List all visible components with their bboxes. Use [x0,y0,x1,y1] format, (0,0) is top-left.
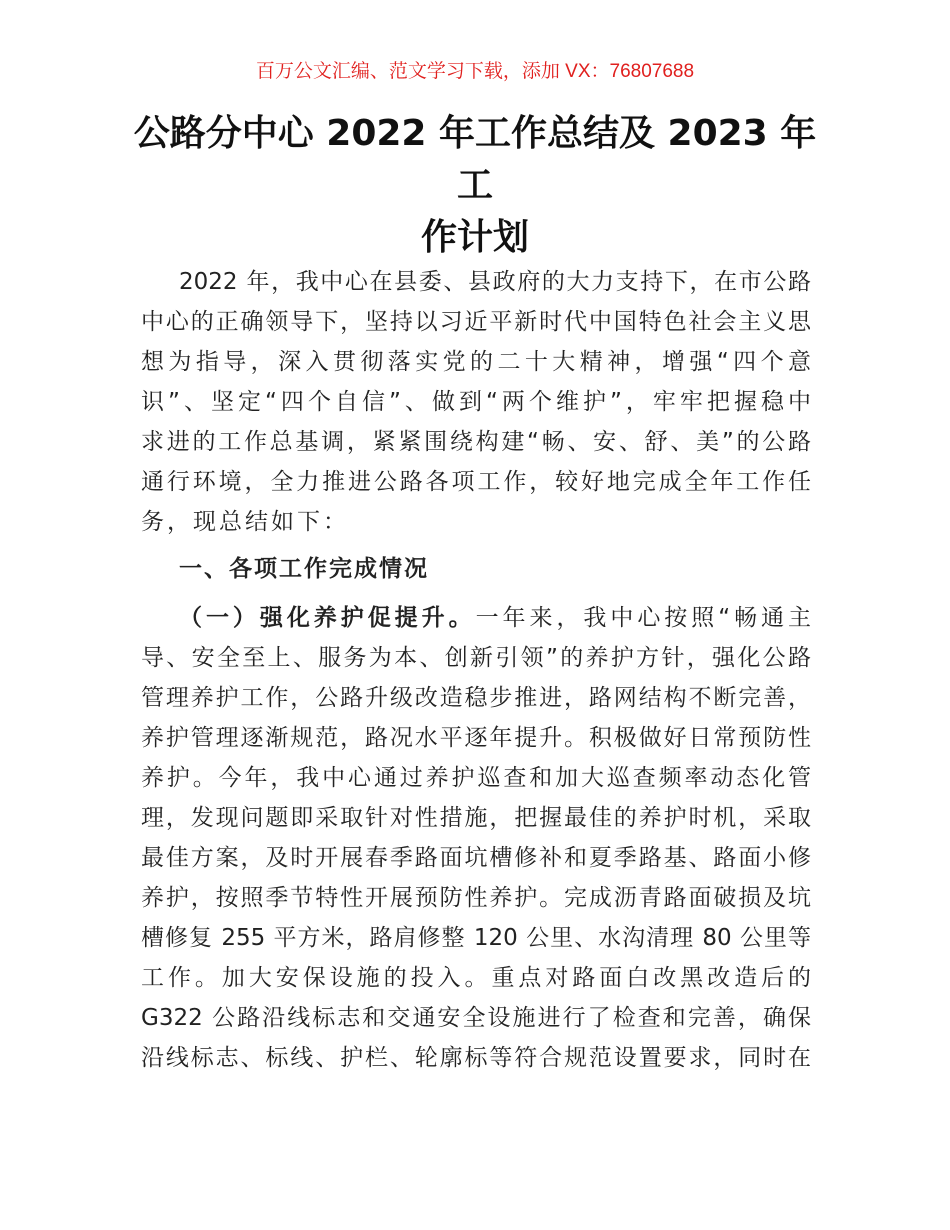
document-body [141,262,811,1078]
text-line: 想为指导，深入贯彻落实党的二十大精神，增强“四个意 [141,349,811,375]
text-line: 务，现总结如下： [141,509,349,535]
text-line: 养护管理逐渐规范，路况水平逐年提升。积极做好日常预防性 [141,725,811,751]
text-line: 2022 年，我中心在县委、县政府的大力支持下，在市公路 [179,269,811,295]
text-line: 养护，按照季节特性开展预防性养护。完成沥青路面破损及坑 [141,885,811,911]
paragraph-intro [141,262,811,542]
title-line-1: 公路分中心 2022 年工作总结及 2023 年工 [133,113,817,206]
text-line: 求进的工作总基调，紧紧围绕构建“畅、安、舒、美”的公路 [141,429,811,455]
text-line: 识”、坚定“四个自信”、做到“两个维护”，牢牢把握稳中 [141,389,811,415]
text-line: 通行环境，全力推进公路各项工作，较好地完成全年工作任 [141,469,811,495]
text-line: 导、安全至上、服务为本、创新引领”的养护方针，强化公路 [141,645,811,671]
paragraph-maintenance [141,598,811,1078]
text-line: 槽修复 255 平方米，路肩修整 120 公里、水沟清理 80 公里等 [141,925,811,951]
header-note: 百万公文汇编、范文学习下载，添加 VX：76807688 [255,61,695,82]
section-heading: 一、各项工作完成情况 [179,556,429,582]
text-span: 一年来，我中心按照“畅通主 [475,605,811,631]
text-line: G322 公路沿线标志和交通安全设施进行了检查和完善，确保 [141,1005,811,1031]
text-line: 最佳方案，及时开展春季路面坑槽修补和夏季路基、路面小修 [141,845,811,871]
document-title [120,108,830,264]
text-line [141,598,811,638]
title-line-2: 作计划 [420,217,529,258]
subsection-heading: （一）强化养护促提升。 [179,605,476,631]
text-line: 中心的正确领导下，坚持以习近平新时代中国特色社会主义思 [141,309,811,335]
text-line: 管理养护工作，公路升级改造稳步推进，路网结构不断完善， [141,685,811,711]
text-line: 沿线标志、标线、护栏、轮廓标等符合规范设置要求，同时在 [141,1045,811,1071]
text-line: 工作。加大安保设施的投入。重点对路面白改黑改造后的 [141,965,811,991]
text-line: 养护。今年，我中心通过养护巡查和加大巡查频率动态化管 [141,765,811,791]
text-line: 理，发现问题即采取针对性措施，把握最佳的养护时机，采取 [141,805,811,831]
